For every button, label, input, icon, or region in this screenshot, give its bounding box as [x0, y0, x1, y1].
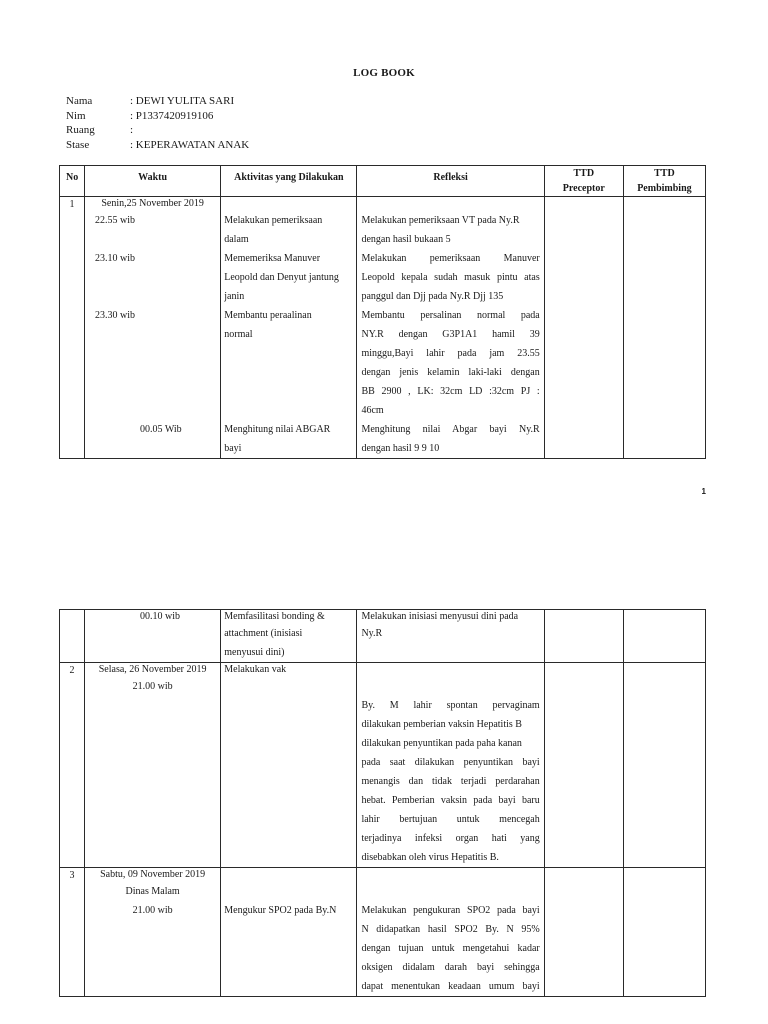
info-label: Stase — [66, 138, 90, 151]
entry-time: 22.55 wib — [95, 215, 136, 226]
entry-time: 00.05 Wib — [140, 424, 182, 435]
signature-pembimbing-cell — [623, 868, 705, 997]
table-header-row — [60, 166, 706, 197]
activity-line: menyusui dini) — [224, 647, 285, 658]
activity-line: Memfasilitasi bonding & — [224, 611, 325, 622]
student-info — [66, 94, 249, 152]
reflection-line: terjadinya infeksi organ hati yang — [361, 833, 540, 844]
activity-line: normal — [224, 329, 253, 340]
entry-time: 23.30 wib — [95, 310, 136, 321]
row-number: 1 — [60, 197, 85, 459]
reflection-line: 46cm — [361, 405, 384, 416]
reflection-line: oksigen didalam darah bayi sehingga — [361, 962, 540, 973]
refleksi-cell — [357, 868, 544, 997]
signature-preceptor-cell — [544, 663, 623, 868]
row-number: 3 — [60, 868, 85, 997]
row-number: 2 — [60, 663, 85, 868]
reflection-line: Melakukan pemeriksaan VT pada Ny.R — [361, 215, 520, 226]
entry-date: Senin,25 November 2019 — [101, 198, 204, 209]
header-preceptor-line: Preceptor — [562, 182, 605, 194]
table-row — [60, 868, 706, 997]
entry-time: 23.10 wib — [95, 253, 136, 264]
refleksi-cell — [357, 610, 544, 663]
info-row-ruang — [66, 123, 249, 138]
info-label: Ruang — [66, 124, 95, 137]
reflection-line: N didapatkan hasil SPO2 By. N 95% — [361, 924, 540, 935]
info-value: : P1337420919106 — [130, 109, 214, 122]
activity-line: Leopold dan Denyut jantung — [224, 272, 339, 283]
info-label: Nama — [66, 95, 93, 107]
info-value: : DEWI YULITA SARI — [130, 95, 235, 107]
info-row-nim — [66, 109, 249, 124]
info-label: Nim — [66, 109, 86, 122]
reflection-line: dilakukan pemberian vaksin Hepatitis B — [361, 719, 522, 730]
header-ttd-pembimbing — [623, 166, 705, 197]
waktu-cell — [85, 197, 221, 459]
entry-date: Selasa, 26 November 2019 — [98, 664, 207, 675]
reflection-line: disebabkan oleh virus Hepatitis B. — [361, 852, 499, 863]
header-waktu: Waktu — [85, 166, 221, 197]
waktu-cell — [85, 663, 221, 868]
header-ttd-line: TTD — [573, 168, 595, 179]
signature-pembimbing-cell — [623, 610, 705, 663]
header-refleksi: Refleksi — [357, 166, 544, 197]
reflection-line: dapat menentukan keadaan umum bayi — [361, 981, 540, 992]
entry-time: 21.00 wib — [132, 905, 173, 916]
header-aktivitas: Aktivitas yang Dilakukan — [221, 166, 357, 197]
signature-preceptor-cell — [544, 197, 623, 459]
reflection-line: menangis dan tidak terjadi perdarahan — [361, 776, 540, 787]
signature-preceptor-cell — [544, 610, 623, 663]
entry-time: 00.10 wib — [140, 611, 181, 622]
reflection-line: Melakukan inisiasi menyusui dini pada — [361, 611, 519, 622]
aktivitas-cell — [221, 197, 357, 459]
logbook-table — [59, 165, 706, 459]
header-ttd-preceptor — [544, 166, 623, 197]
table-row — [60, 610, 706, 663]
activity-line: janin — [224, 291, 245, 302]
waktu-cell — [85, 610, 221, 663]
reflection-line: dengan hasil 9 9 10 — [361, 443, 440, 454]
reflection-line: dilakukan penyuntikan pada paha kanan — [361, 738, 522, 749]
table-row — [60, 197, 706, 459]
reflection-line: lahir bertujuan untuk mencegah — [361, 814, 540, 825]
reflection-line: Melakukan pemeriksaan Manuver — [361, 253, 540, 264]
header-ttd-line: TTD — [654, 168, 675, 179]
reflection-line: Leopold kepala sudah masuk pintu atas — [361, 272, 540, 283]
activity-line: bayi — [224, 443, 242, 454]
activity-line: Membantu peraalinan — [224, 310, 312, 321]
activity-line: Melakukan vak — [224, 664, 287, 675]
activity-line: Mengukur SPO2 pada By.N — [224, 905, 337, 916]
reflection-line: pada saat dilakukan penyuntikan bayi — [361, 757, 540, 768]
info-value: : KEPERAWATAN ANAK — [130, 138, 250, 151]
reflection-line: minggu,Bayi lahir pada jam 23.55 — [361, 348, 540, 359]
reflection-line: NY.R dengan G3P1A1 hamil 39 — [361, 329, 540, 340]
signature-pembimbing-cell — [623, 197, 705, 459]
waktu-cell — [85, 868, 221, 997]
signature-preceptor-cell — [544, 868, 623, 997]
entry-shift: Dinas Malam — [125, 886, 180, 897]
reflection-line: dengan jenis kelamin laki-laki dengan — [361, 367, 540, 378]
table-row — [60, 663, 706, 868]
reflection-line: Membantu persalinan normal pada — [361, 310, 540, 321]
logbook-table-continued — [59, 609, 706, 997]
row-number — [60, 610, 85, 663]
activity-line: dalam — [224, 234, 249, 245]
activity-line: attachment (inisiasi — [224, 628, 303, 639]
reflection-line: Melakukan pengukuran SPO2 pada bayi — [361, 905, 540, 916]
activity-line: Melakukan pemeriksaan — [224, 215, 323, 226]
header-no: No — [60, 166, 85, 197]
page-number: 1 — [701, 487, 706, 496]
activity-line: Mememeriksa Manuver — [224, 253, 321, 264]
signature-pembimbing-cell — [623, 663, 705, 868]
reflection-line: Menghitung nilai Abgar bayi Ny.R — [361, 424, 540, 435]
aktivitas-cell — [221, 610, 357, 663]
header-pembimbing-line: Pembimbing — [637, 182, 692, 194]
aktivitas-cell — [221, 663, 357, 868]
activity-line: Menghitung nilai ABGAR — [224, 424, 331, 435]
refleksi-cell — [357, 197, 544, 459]
reflection-line: By. M lahir spontan pervaginam — [361, 700, 540, 711]
reflection-line: dengan hasil bukaan 5 — [361, 234, 451, 245]
reflection-line: dengan tujuan untuk mengetahui kadar — [361, 943, 540, 954]
reflection-line: Ny.R — [361, 628, 383, 639]
info-value: : — [130, 124, 134, 137]
info-row-stase — [66, 138, 249, 153]
reflection-line: BB 2900 , LK: 32cm LD :32cm PJ : — [361, 386, 540, 397]
reflection-line: hebat. Pemberian vaksin pada bayi baru — [361, 795, 540, 806]
entry-time: 21.00 wib — [132, 681, 173, 692]
refleksi-cell — [357, 663, 544, 868]
aktivitas-cell — [221, 868, 357, 997]
info-row-nama — [66, 94, 249, 109]
reflection-line: panggul dan Djj pada Ny.R Djj 135 — [361, 291, 504, 302]
page-title: LOG BOOK — [353, 67, 415, 79]
entry-date: Sabtu, 09 November 2019 — [100, 869, 206, 880]
